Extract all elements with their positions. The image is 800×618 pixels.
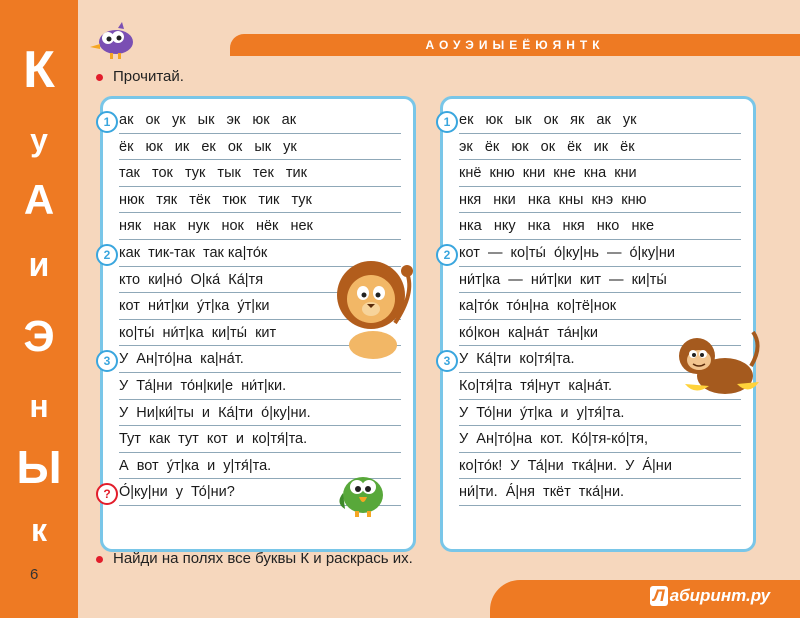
text-line-content: Ко|тя́|та тя́|нут ка|на́т. — [459, 377, 612, 394]
text-line — [459, 426, 741, 453]
text-line — [443, 240, 741, 267]
text-line-content: няк нак нук нок нёк нек — [119, 218, 313, 235]
sidebar-letter: к — [30, 512, 47, 548]
text-line-content: ёк юк ик ек ок ык ук — [119, 138, 297, 155]
exercise-number-badge: 1 — [436, 111, 458, 133]
text-line — [119, 134, 401, 161]
text-line — [459, 213, 741, 240]
bullet-icon — [96, 74, 103, 81]
text-line — [459, 160, 741, 187]
text-line-content: У То́|ни у́т|ка и у|тя́|та. — [459, 404, 625, 421]
text-line-content: так ток тук тык тек тик — [119, 165, 307, 182]
text-line-content: У Ни|ки́|ты и Ка́|ти о́|ку|ни. — [119, 404, 311, 421]
text-line-content: О́|ку|ни у То́|ни? — [119, 484, 235, 501]
text-line-content: ко́|кон ка|на́т та́н|ки — [459, 324, 598, 341]
right-reading-panel — [440, 96, 756, 552]
text-line-content: эк ёк юк ок ёк ик ёк — [459, 138, 635, 155]
text-line — [119, 187, 401, 214]
exercise-number-badge: 3 — [96, 350, 118, 372]
sidebar-letter: и — [28, 246, 50, 284]
exercise-number-badge: 2 — [436, 244, 458, 266]
text-line — [459, 267, 741, 294]
sidebar-letter: Э — [23, 312, 55, 361]
text-line-content: ко|ты́ ни́т|ка ки|ты́ кит — [119, 324, 277, 341]
bullet-icon — [96, 556, 103, 563]
text-line — [103, 107, 401, 134]
text-line — [119, 373, 401, 400]
brand-mark: Л — [650, 586, 668, 606]
text-line-content: ни́т|ка — ни́т|ки кит — ки|ты́ — [459, 271, 667, 288]
text-line-content: нюк тяк тёк тюк тик тук — [119, 191, 312, 208]
text-line-content: У Ка́|ти ко|тя́|та. — [459, 351, 575, 368]
text-line-content: ни́|ти. А́|ня ткёт тка́|ни. — [459, 484, 625, 501]
text-line-content: ко|то́к! У Та́|ни тка́|ни. У А́|ни — [459, 457, 672, 474]
brand-name: абиринт.ру — [669, 586, 771, 605]
text-line — [119, 160, 401, 187]
sidebar-letter: А — [23, 176, 55, 223]
text-line — [119, 426, 401, 453]
text-line-content: ек юк ык ок як ак ук — [459, 112, 637, 128]
text-line-content: У Ан|то́|на кот. Ко́|тя-ко́|тя, — [459, 431, 648, 448]
left-reading-panel — [100, 96, 416, 552]
text-line-content: кот ни́т|ки у́т|ка у́т|ки — [119, 298, 270, 315]
sidebar-letter: у — [30, 122, 48, 158]
text-line — [459, 187, 741, 214]
sidebar-letter: н — [29, 388, 49, 424]
sidebar-letter: К — [23, 41, 55, 99]
text-line-content: кот — ко|ты́ о́|ку|нь — о́|ку|ни — [459, 244, 675, 261]
text-line-content: У Та́|ни то́н|ки|е ни́т|ки. — [119, 377, 287, 394]
sidebar-letters — [0, 0, 78, 618]
text-line-content: кто ки|но́ О|ка́ Ка́|тя — [119, 271, 264, 288]
parrot-illustration — [333, 463, 393, 519]
instruction-read: Прочитай. — [96, 68, 184, 85]
text-line — [459, 453, 741, 480]
header-letters-bar: АОУЭИЫЕЁЮЯНТК — [230, 34, 800, 56]
question-badge: ? — [96, 483, 118, 505]
sidebar-letter: Ы — [16, 441, 62, 493]
text-line — [119, 213, 401, 240]
bird-icon — [88, 22, 138, 60]
text-line — [459, 293, 741, 320]
instruction-find: Найди на полях все буквы К и раскрась их. — [96, 550, 413, 567]
text-line — [443, 107, 741, 134]
exercise-number-badge: 2 — [96, 244, 118, 266]
text-line-content: ак ок ук ык эк юк ак — [119, 112, 297, 128]
text-line — [459, 134, 741, 161]
text-line-content: Тут как тут кот и ко|тя́|та. — [119, 431, 308, 448]
text-line-content: А вот у́т|ка и у|тя́|та. — [119, 457, 272, 474]
text-line-content: нкя нки нка кны кнэ кню — [459, 191, 647, 208]
text-line-content: ка|то́к то́н|на ко|тё|нок — [459, 298, 617, 315]
exercise-number-badge: 1 — [96, 111, 118, 133]
text-line-content: У Ан|то́|на ка|на́т. — [119, 351, 244, 368]
monkey-illustration — [665, 325, 765, 407]
brand-logo — [650, 586, 770, 606]
exercise-number-badge: 3 — [436, 350, 458, 372]
page-number: 6 — [30, 566, 39, 583]
text-line-content: как тик-так так ка|то́к — [119, 244, 268, 261]
text-line — [119, 400, 401, 427]
lion-illustration — [329, 249, 419, 367]
text-line-content: нка нку нка нкя нко нке — [459, 218, 655, 235]
text-line-content: кнё кню кни кне кна кни — [459, 165, 637, 182]
text-line — [459, 479, 741, 506]
